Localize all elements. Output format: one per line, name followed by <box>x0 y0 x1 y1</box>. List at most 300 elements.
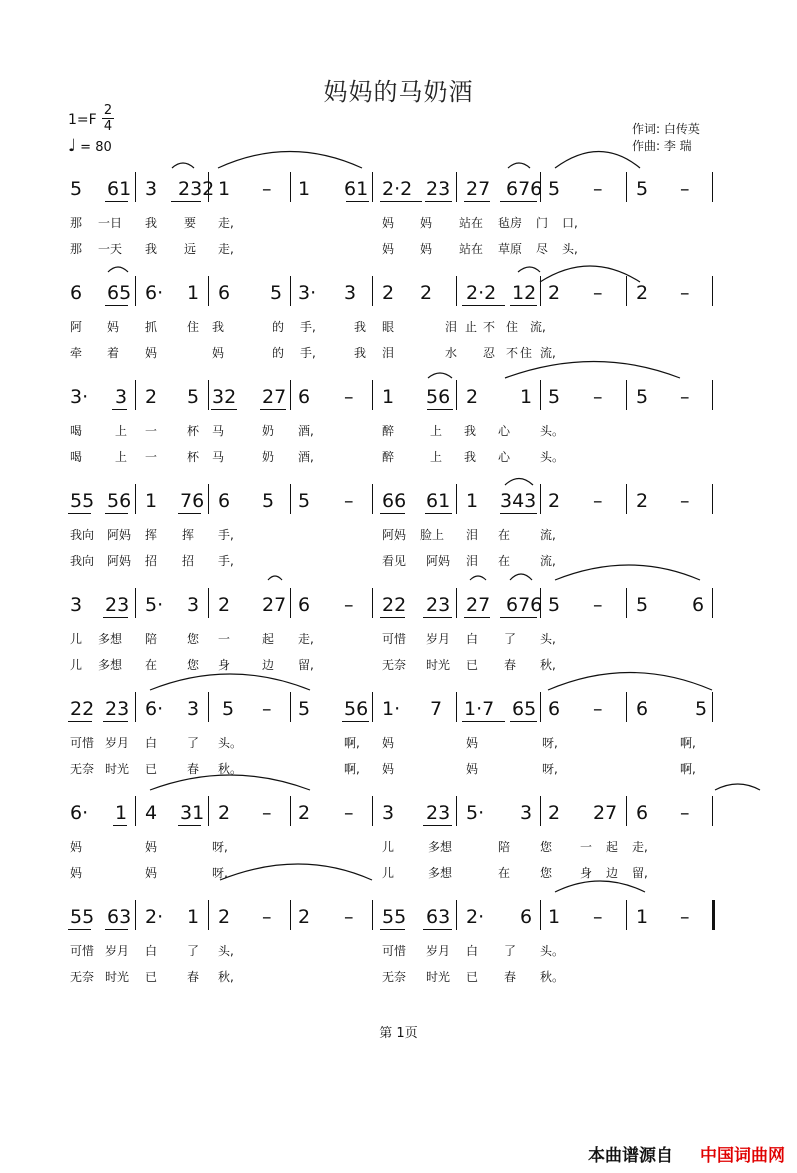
barline <box>135 484 136 514</box>
lyric-verse1: 白 <box>145 736 158 750</box>
lyric-verse1: 醉 <box>382 424 395 438</box>
lyric-verse2: 我 <box>464 450 477 464</box>
note: 1 <box>218 178 231 200</box>
note: 7 <box>430 698 443 720</box>
barline <box>208 692 209 722</box>
note: – <box>680 386 690 408</box>
score-row <box>0 386 797 486</box>
song-title: 妈妈的马奶酒 <box>323 78 474 106</box>
lyric-verse1: 毡房 <box>498 216 523 230</box>
beam-underline <box>462 721 505 722</box>
barline <box>208 796 209 826</box>
lyric-verse1: 阿 <box>70 320 83 334</box>
note: 27 <box>593 802 618 824</box>
lyric-verse2: 呀, <box>542 762 558 776</box>
lyric-verse1: 手, <box>300 320 316 334</box>
note: 5· <box>466 802 485 824</box>
lyric-verse1: 妈 <box>466 736 479 750</box>
barline <box>290 692 291 722</box>
lyric-verse1: 酒, <box>298 424 314 438</box>
note: 2 <box>466 386 479 408</box>
note: – <box>344 490 354 512</box>
lyric-verse1: 一日 <box>98 216 123 230</box>
note: 6 <box>70 282 83 304</box>
lyric-verse2: 住 <box>520 346 533 360</box>
note: 2·2 <box>382 178 413 200</box>
lyric-verse1: 陪 <box>498 840 511 854</box>
beam-underline <box>112 409 127 410</box>
note: 55 <box>70 490 95 512</box>
note: 6· <box>145 282 164 304</box>
lyric-verse2: 春 <box>504 658 517 672</box>
note: 5 <box>636 178 649 200</box>
beam-underline <box>103 721 128 722</box>
barline <box>290 900 291 930</box>
lyric-verse1: 泪 <box>466 528 479 542</box>
beam-underline <box>510 721 537 722</box>
note: 31 <box>180 802 205 824</box>
lyric-verse2: 醉 <box>382 450 395 464</box>
lyric-verse1: 止 <box>465 320 478 334</box>
time-signature <box>102 104 114 133</box>
note: 56 <box>344 698 369 720</box>
lyric-verse1: 岁月 <box>105 736 130 750</box>
lyric-verse2: 时光 <box>426 658 451 672</box>
lyric-verse2: 多想 <box>428 866 453 880</box>
lyric-verse1: 泪 <box>445 320 458 334</box>
barline <box>290 172 291 202</box>
lyric-verse2: 那 <box>70 242 83 256</box>
lyric-verse1: 啊, <box>344 736 360 750</box>
note: 1 <box>187 282 200 304</box>
lyric-verse2: 秋。 <box>218 762 243 776</box>
note: 3 <box>382 802 395 824</box>
beam-underline <box>380 617 405 618</box>
lyric-verse1: 啊, <box>680 736 696 750</box>
note: 23 <box>426 594 451 616</box>
lyric-verse2: 喝 <box>70 450 83 464</box>
lyric-verse2: 无奈 <box>382 658 407 672</box>
beam-underline <box>260 409 286 410</box>
note: – <box>593 178 603 200</box>
lyric-verse1: 眼 <box>382 320 395 334</box>
score-row <box>0 178 797 278</box>
lyric-verse2: 在 <box>498 866 511 880</box>
barline <box>456 900 457 930</box>
lyric-verse1: 多想 <box>98 632 123 646</box>
lyric-verse1: 岁月 <box>426 944 451 958</box>
note: 23 <box>426 178 451 200</box>
lyric-verse1: 我 <box>354 320 367 334</box>
lyric-verse2: 手, <box>300 346 316 360</box>
lyric-verse2: 牵 <box>70 346 83 360</box>
note: 2·2 <box>466 282 497 304</box>
note: 65 <box>512 698 537 720</box>
note: 5 <box>548 178 561 200</box>
note: 1· <box>382 698 401 720</box>
barline <box>712 692 713 722</box>
barline <box>456 380 457 410</box>
lyric-verse2: 头, <box>562 242 578 256</box>
note: 3 <box>115 386 128 408</box>
lyric-verse1: 了 <box>504 632 517 646</box>
note: – <box>344 802 354 824</box>
barline <box>712 380 713 410</box>
beam-underline <box>178 825 201 826</box>
barline <box>372 796 373 826</box>
lyric-verse2: 儿 <box>70 658 83 672</box>
note: 5 <box>636 594 649 616</box>
lyric-verse1: 岁月 <box>426 632 451 646</box>
lyric-verse2: 多想 <box>98 658 123 672</box>
note: 2 <box>218 594 231 616</box>
lyric-verse1: 可惜 <box>70 944 95 958</box>
lyric-verse2: 边 <box>606 866 619 880</box>
note: 12 <box>512 282 537 304</box>
note: 32 <box>212 386 237 408</box>
lyric-verse1: 头。 <box>540 424 565 438</box>
note: 2 <box>548 490 561 512</box>
time-signature-top: 2 <box>103 103 113 118</box>
beam-underline <box>462 305 505 306</box>
lyric-verse1: 儿 <box>382 840 395 854</box>
lyric-verse2: 留, <box>632 866 648 880</box>
lyric-verse1: 可惜 <box>382 944 407 958</box>
barline <box>712 276 713 306</box>
lyric-verse1: 儿 <box>70 632 83 646</box>
beam-underline <box>113 825 127 826</box>
lyric-verse2: 酒, <box>298 450 314 464</box>
lyric-verse1: 了 <box>504 944 517 958</box>
lyric-verse2: 着 <box>107 346 120 360</box>
barline <box>135 692 136 722</box>
lyric-verse1: 可惜 <box>382 632 407 646</box>
note: 5 <box>548 594 561 616</box>
note: 3 <box>145 178 158 200</box>
lyric-verse2: 妈 <box>145 866 158 880</box>
lyric-verse2: 头。 <box>540 450 565 464</box>
lyric-verse1: 流, <box>540 528 556 542</box>
beam-underline <box>423 929 452 930</box>
lyric-verse1: 妈 <box>382 216 395 230</box>
lyric-verse2: 已 <box>466 970 479 984</box>
barline <box>135 900 136 930</box>
lyric-verse1: 您 <box>187 632 200 646</box>
beam-underline <box>103 617 128 618</box>
lyric-verse1: 阿妈 <box>382 528 407 542</box>
barline <box>290 276 291 306</box>
lyric-verse2: 无奈 <box>70 762 95 776</box>
lyric-verse1: 走, <box>218 216 234 230</box>
note: 2 <box>218 802 231 824</box>
barline <box>372 484 373 514</box>
lyric-verse2: 忍 <box>483 346 496 360</box>
note: 22 <box>382 594 407 616</box>
lyric-verse1: 要 <box>184 216 197 230</box>
beam-underline <box>105 929 128 930</box>
barline <box>540 276 541 306</box>
note: 3· <box>298 282 317 304</box>
note: – <box>593 698 603 720</box>
slur <box>555 152 640 169</box>
lyric-verse1: 站在 <box>459 216 484 230</box>
beam-underline <box>105 201 128 202</box>
lyric-verse1: 妈 <box>382 736 395 750</box>
note: – <box>680 282 690 304</box>
beam-underline <box>500 201 537 202</box>
lyric-verse2: 啊, <box>344 762 360 776</box>
note: 56 <box>426 386 451 408</box>
note: 2 <box>420 282 433 304</box>
lyric-verse1: 我 <box>145 216 158 230</box>
barline <box>456 796 457 826</box>
lyric-verse2: 无奈 <box>70 970 95 984</box>
note: 5 <box>636 386 649 408</box>
barline <box>626 484 627 514</box>
lyric-verse2: 呀, <box>212 866 228 880</box>
lyric-verse2: 已 <box>466 658 479 672</box>
lyric-verse1: 挥 <box>145 528 158 542</box>
barline <box>372 900 373 930</box>
barline <box>208 588 209 618</box>
lyric-verse1: 那 <box>70 216 83 230</box>
lyric-verse2: 手, <box>218 554 234 568</box>
lyric-verse1: 妈 <box>107 320 120 334</box>
note: 1 <box>520 386 533 408</box>
note: 23 <box>426 802 451 824</box>
barline <box>540 380 541 410</box>
note: 27 <box>466 594 491 616</box>
note: 6 <box>548 698 561 720</box>
lyric-verse2: 时光 <box>105 970 130 984</box>
note: – <box>344 594 354 616</box>
note: 5 <box>262 490 275 512</box>
lyric-verse2: 流, <box>540 554 556 568</box>
lyric-verse2: 春 <box>504 970 517 984</box>
note: 2 <box>298 802 311 824</box>
note: – <box>680 906 690 928</box>
beam-underline <box>178 513 201 514</box>
lyric-verse1: 一 <box>580 840 593 854</box>
beam-underline <box>211 409 237 410</box>
barline <box>626 900 627 930</box>
lyric-verse1: 门 <box>536 216 549 230</box>
lyric-verse2: 草原 <box>498 242 523 256</box>
lyric-verse2: 妈 <box>466 762 479 776</box>
note: 232 <box>178 178 215 200</box>
note: 2 <box>218 906 231 928</box>
lyric-verse1: 不 <box>483 320 496 334</box>
note: 76 <box>180 490 205 512</box>
lyric-verse1: 我 <box>212 320 225 334</box>
note: 6 <box>218 282 231 304</box>
lyric-verse1: 马 <box>212 424 225 438</box>
lyric-verse2: 泪 <box>382 346 395 360</box>
lyric-verse1: 口, <box>562 216 578 230</box>
barline <box>626 692 627 722</box>
note: 6 <box>298 594 311 616</box>
lyric-verse1: 上 <box>115 424 128 438</box>
lyric-verse1: 妈 <box>420 216 433 230</box>
lyric-verse2: 秋。 <box>540 970 565 984</box>
lyric-verse2: 身 <box>580 866 593 880</box>
beam-underline <box>171 201 201 202</box>
lyric-verse2: 流, <box>540 346 556 360</box>
lyric-verse2: 您 <box>540 866 553 880</box>
note: 5 <box>270 282 283 304</box>
beam-underline <box>68 513 91 514</box>
lyric-verse2: 上 <box>430 450 443 464</box>
note: – <box>593 490 603 512</box>
barline <box>712 796 713 826</box>
note: 63 <box>107 906 132 928</box>
lyric-verse2: 阿妈 <box>426 554 451 568</box>
note: 55 <box>70 906 95 928</box>
lyric-verse2: 春 <box>187 762 200 776</box>
note: 6· <box>70 802 89 824</box>
barline <box>135 276 136 306</box>
note: 61 <box>344 178 369 200</box>
barline <box>372 172 373 202</box>
lyric-verse2: 妈 <box>382 762 395 776</box>
beam-underline <box>380 929 405 930</box>
lyric-verse2: 远 <box>184 242 197 256</box>
barline <box>372 276 373 306</box>
composer-credit: 作曲: 李 瑞 <box>632 139 692 153</box>
lyric-verse2: 奶 <box>262 450 275 464</box>
note: 6 <box>520 906 533 928</box>
lyric-verse2: 已 <box>145 762 158 776</box>
note: – <box>262 802 272 824</box>
note: 61 <box>107 178 132 200</box>
beam-underline <box>510 305 537 306</box>
note: 1 <box>636 906 649 928</box>
beam-underline <box>342 721 369 722</box>
beam-underline <box>380 201 422 202</box>
lyric-verse2: 边 <box>262 658 275 672</box>
note: 1 <box>187 906 200 928</box>
note: 343 <box>500 490 537 512</box>
lyric-verse2: 妈 <box>70 866 83 880</box>
note: 27 <box>262 594 287 616</box>
barline <box>712 172 713 202</box>
lyric-verse1: 阿妈 <box>107 528 132 542</box>
lyric-verse1: 在 <box>498 528 511 542</box>
barline <box>540 484 541 514</box>
note: 5 <box>222 698 235 720</box>
lyric-verse1: 妈 <box>145 840 158 854</box>
note: 3 <box>520 802 533 824</box>
note: 2 <box>145 386 158 408</box>
note: 27 <box>262 386 287 408</box>
lyric-verse1: 喝 <box>70 424 83 438</box>
lyric-verse1: 呀, <box>212 840 228 854</box>
lyric-verse2: 儿 <box>382 866 395 880</box>
note: 55 <box>382 906 407 928</box>
final-repeat-barline <box>712 900 715 930</box>
note: – <box>593 282 603 304</box>
note: – <box>344 386 354 408</box>
note: 2 <box>548 282 561 304</box>
lyric-verse2: 无奈 <box>382 970 407 984</box>
lyric-verse2: 已 <box>145 970 158 984</box>
note: 5 <box>187 386 200 408</box>
barline <box>456 484 457 514</box>
lyric-verse2: 您 <box>187 658 200 672</box>
barline <box>540 692 541 722</box>
note: – <box>680 178 690 200</box>
note: 2 <box>298 906 311 928</box>
note: 22 <box>70 698 95 720</box>
note: – <box>262 906 272 928</box>
note: – <box>593 386 603 408</box>
lyric-verse1: 流, <box>530 320 546 334</box>
lyric-verse1: 住 <box>506 320 519 334</box>
lyric-verse2: 上 <box>115 450 128 464</box>
barline <box>626 380 627 410</box>
note: 5 <box>70 178 83 200</box>
note: 1 <box>115 802 128 824</box>
barline <box>135 796 136 826</box>
lyric-verse1: 我 <box>464 424 477 438</box>
barline <box>456 172 457 202</box>
lyric-verse1: 的 <box>272 320 285 334</box>
credits <box>632 121 700 155</box>
note: 2 <box>636 282 649 304</box>
note: – <box>593 594 603 616</box>
lyric-verse1: 一 <box>145 424 158 438</box>
note: 1·7 <box>464 698 495 720</box>
barline <box>626 276 627 306</box>
note: 3 <box>187 698 200 720</box>
lyric-verse1: 了 <box>187 736 200 750</box>
note: 66 <box>382 490 407 512</box>
note: 1 <box>382 386 395 408</box>
lyric-verse1: 可惜 <box>70 736 95 750</box>
lyric-verse2: 招 <box>182 554 195 568</box>
barline <box>626 588 627 618</box>
note: 3· <box>70 386 89 408</box>
beam-underline <box>105 305 128 306</box>
note: 5 <box>298 490 311 512</box>
note: 63 <box>426 906 451 928</box>
note: 1 <box>145 490 158 512</box>
beam-underline <box>380 513 405 514</box>
source-site-link[interactable]: 中国词曲网 <box>700 1146 785 1166</box>
barline <box>712 484 713 514</box>
lyric-verse2: 马 <box>212 450 225 464</box>
barline <box>290 588 291 618</box>
note: 6 <box>298 386 311 408</box>
lyric-verse1: 脸上 <box>420 528 445 542</box>
lyric-verse1: 抓 <box>145 320 158 334</box>
beam-underline <box>464 201 490 202</box>
note: 23 <box>105 594 130 616</box>
barline <box>290 380 291 410</box>
lyric-verse1: 头。 <box>540 944 565 958</box>
note: – <box>680 802 690 824</box>
lyric-verse2: 秋, <box>540 658 556 672</box>
note: 2· <box>466 906 485 928</box>
lyric-verse1: 杯 <box>187 424 200 438</box>
key-signature: 1=F <box>68 112 97 128</box>
score-row <box>0 698 797 798</box>
note: – <box>344 906 354 928</box>
lyric-verse1: 走, <box>298 632 314 646</box>
barline <box>456 692 457 722</box>
beam-underline <box>425 513 452 514</box>
lyric-verse1: 了 <box>187 944 200 958</box>
